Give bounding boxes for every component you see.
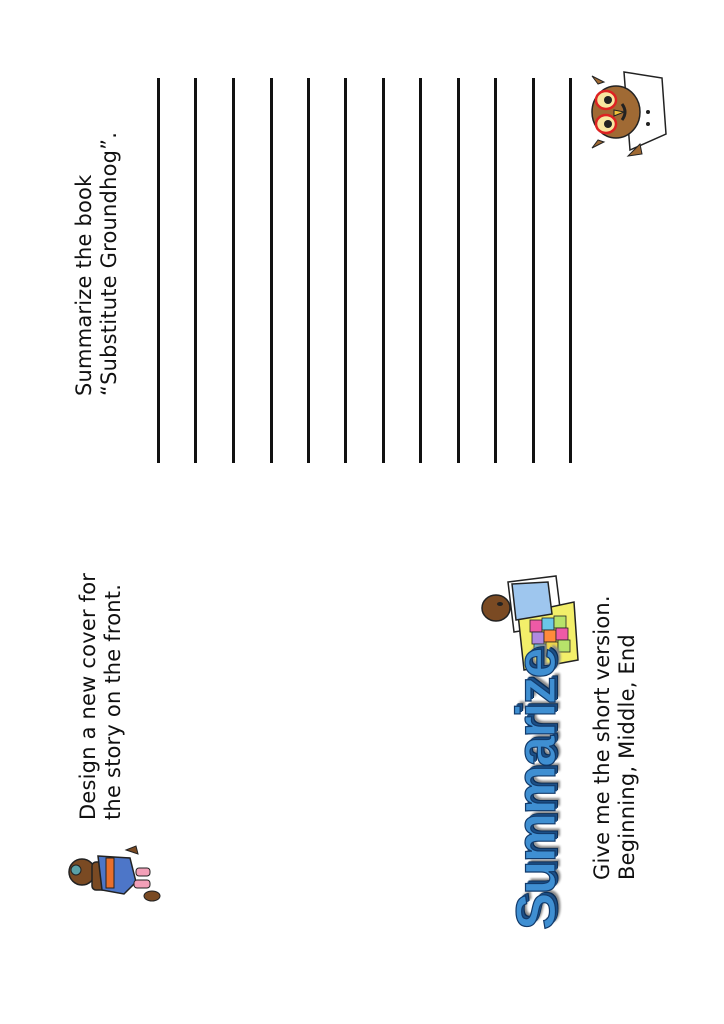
- summarize-title: Summarize: [504, 649, 567, 930]
- design-prompt-line-2: the story on the front.: [101, 583, 125, 820]
- summarize-book-prompt: [72, 132, 122, 396]
- writing-line[interactable]: [532, 78, 535, 463]
- summarize-prompt-line-1: Summarize the book: [72, 174, 96, 396]
- writing-line[interactable]: [232, 78, 235, 463]
- short-version-line-2: Beginning, Middle, End: [615, 634, 639, 880]
- design-prompt-line-1: Design a new cover for: [76, 572, 100, 820]
- groundhog-walking-illustration: [64, 838, 168, 904]
- summarize-prompt-line-2: “Substitute Groundhog”.: [97, 131, 121, 396]
- writing-line[interactable]: [419, 78, 422, 463]
- writing-line[interactable]: [494, 78, 497, 463]
- writing-line[interactable]: [344, 78, 347, 463]
- writing-line[interactable]: [569, 78, 572, 463]
- short-version-line-1: Give me the short version.: [590, 595, 614, 880]
- writing-line[interactable]: [457, 78, 460, 463]
- writing-line[interactable]: [382, 78, 385, 463]
- writing-line[interactable]: [307, 78, 310, 463]
- owl-doctor-illustration: [588, 64, 670, 160]
- short-version-instruction: [590, 595, 640, 880]
- design-cover-prompt: [76, 573, 126, 820]
- writing-line[interactable]: [157, 78, 160, 463]
- writing-line[interactable]: [270, 78, 273, 463]
- writing-line[interactable]: [194, 78, 197, 463]
